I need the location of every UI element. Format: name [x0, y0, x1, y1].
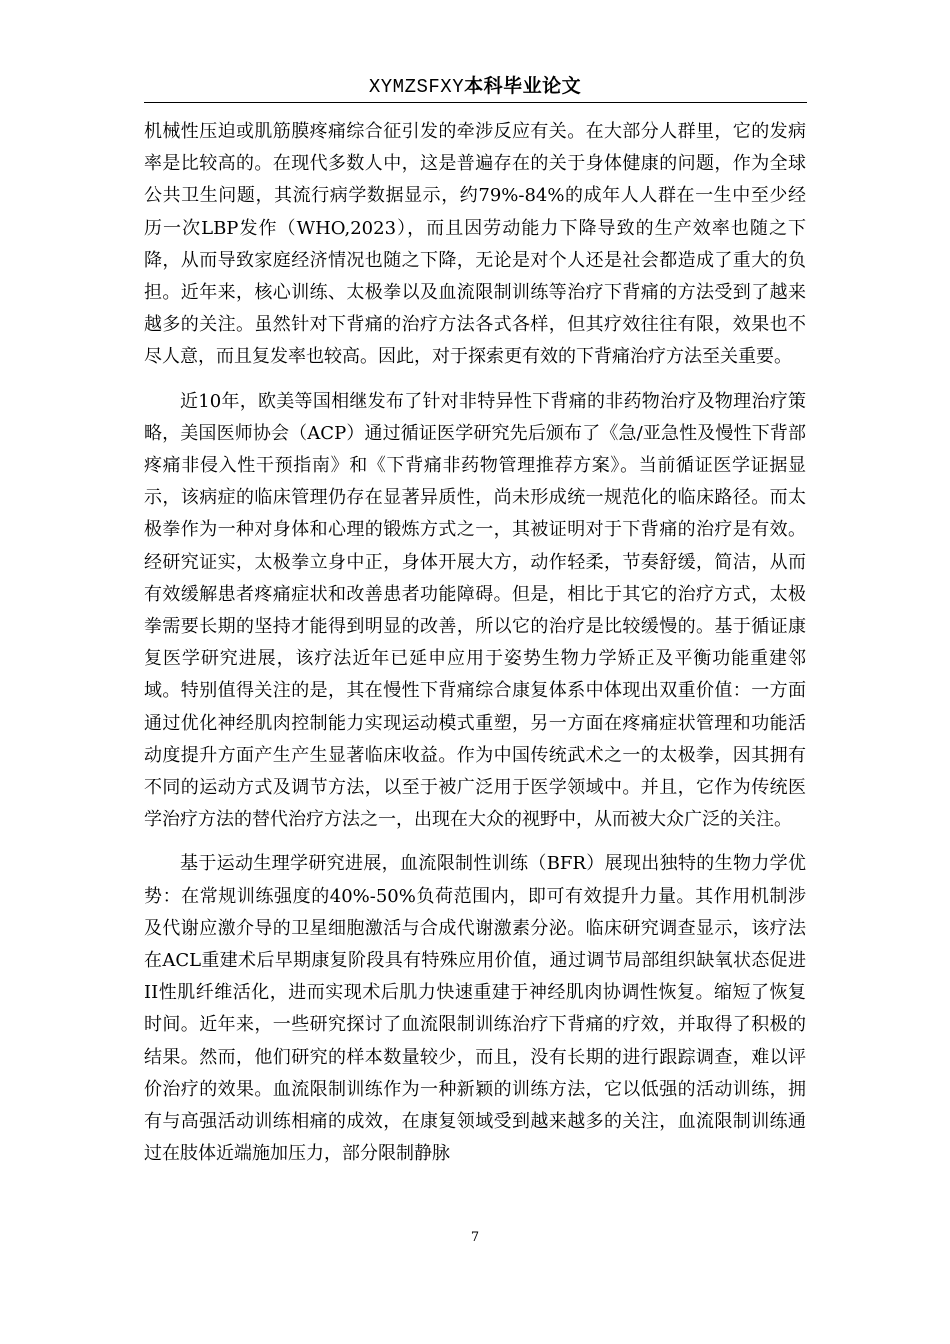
header-code: XYMZSFXY: [368, 76, 465, 98]
paragraph-taichi: 近10年，欧美等国相继发布了针对非特异性下背痛的非药物治疗及物理治疗策略，美国医师协会（ACP）通过循证医学研究先后颁布了《急/亚急性及慢性下背部疼痛非侵入性干预指南》和《下背痛非药物管理推荐方案》。当前循证医学证据显示，该病症的临床管理仍存在显著异质性，尚未形成统一规范化的临床路径。而太极拳作为一种对身体和心理的锻炼方式之一，其被证明对于下背痛的治疗是有效。经研究证实，太极拳立身中正，身体开展大方，动作轻柔，节奏舒缓，简洁，从而有效缓解患者疼痛症状和改善患者功能障碍。但是，相比于其它的治疗方式，太极拳需要长期的坚持才能得到明显的改善，所以它的治疗是比较缓慢的。基于循证康复医学研究进展，该疗法近年已延申应用于姿势生物力学矫正及平衡功能重建邻域。特别值得关注的是，其在慢性下背痛综合康复体系中体现出双重价值：一方面通过优化神经肌肉控制能力实现运动模式重塑，另一方面在疼痛症状管理和功能活动度提升方面产生产生显著临床收益。作为中国传统武术之一的太极拳，因其拥有不同的运动方式及调节方法，以至于被广泛用于医学领域中。并且，它作为传统医学治疗方法的替代治疗方法之一，出现在大众的视野中，从而被大众广泛的关注。: [144, 390, 806, 831]
body-text: [144, 116, 806, 1171]
running-header: [0, 74, 950, 99]
header-rule: [144, 102, 807, 103]
header-title: 本科毕业论文: [464, 75, 582, 97]
paragraph-bfr: 基于运动生理学研究进展，血流限制性训练（BFR）展现出独特的生物力学优势：在常规训练强度的40%-50%负荷范围内，即可有效提升力量。其作用机制涉及代谢应激介导的卫星细胞激活与合成代谢激素分泌。临床研究调查显示，该疗法在ACL重建术后早期康复阶段具有特殊应用价值，通过调节局部组织缺氧状态促进II性肌纤维活化，进而实现术后肌力快速重建于神经肌肉协调性恢复。缩短了恢复时间。近年来，一些研究探讨了血流限制训练治疗下背痛的疗效，并取得了积极的结果。然而，他们研究的样本数量较少，而且，没有长期的进行跟踪调查，难以评价治疗的效果。血流限制训练作为一种新颖的训练方法，它以低强的活动训练，拥有与高强活动训练相痛的成效，在康复领域受到越来越多的关注，血流限制训练通过在肢体近端施加压力，部分限制静脉: [144, 853, 806, 1165]
page-number: 7: [470, 1230, 480, 1245]
paragraph-continued: 机械性压迫或肌筋膜疼痛综合征引发的牵涉反应有关。在大部分人群里，它的发病率是比较高的。在现代多数人中，这是普遍存在的关于身体健康的问题，作为全球公共卫生问题，其流行病学数据显示，约79%-84%的成年人人群在一生中至少经历一次LBP发作（WHO,2023），而且因劳动能力下降导致的生产效率也随之下降，从而导致家庭经济情况也随之下降，无论是对个人还是社会都造成了重大的负担。近年来，核心训练、太极拳以及血流限制训练等治疗下背痛的方法受到了越来越多的关注。虽然针对下背痛的治疗方法各式各样，但其疗效往往有限，效果也不尽人意，而且复发率也较高。因此，对于探索更有效的下背痛治疗方法至关重要。: [144, 121, 806, 368]
